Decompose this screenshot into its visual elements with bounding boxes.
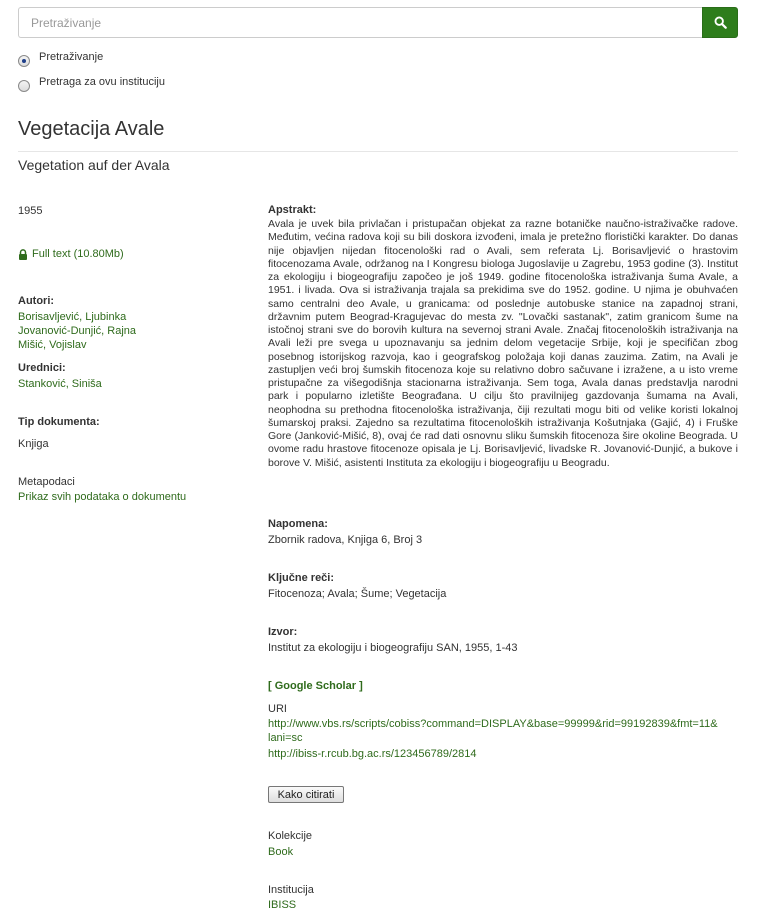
editors-heading: Urednici: (18, 362, 66, 374)
search-icon (714, 16, 727, 29)
uri-link-text: lani=sc (268, 732, 303, 744)
metadata-heading: Metapodaci (18, 476, 75, 488)
uri-link-handle[interactable]: http://ibiss-r.rcub.bg.ac.rs/123456789/2814 (268, 748, 477, 760)
cite-button[interactable]: Kako citirati (268, 786, 344, 803)
abstract-heading: Apstrakt: (268, 204, 317, 216)
fulltext-label: Full text (10.80Mb) (32, 248, 124, 260)
search-button[interactable] (702, 7, 738, 38)
uri-link-cobiss[interactable] (268, 717, 738, 745)
uri-heading: URI (268, 703, 287, 715)
fulltext-link[interactable] (18, 247, 124, 261)
keywords-value: Fitocenoza; Avala; Šume; Vegetacija (268, 588, 447, 600)
page-subtitle: Vegetation auf der Avala (18, 157, 170, 173)
authors-heading: Autori: (18, 295, 55, 307)
note-value: Zbornik radova, Knjiga 6, Broj 3 (268, 534, 423, 546)
note-heading: Napomena: (268, 518, 328, 530)
institution-heading: Institucija (268, 884, 314, 896)
author-link[interactable]: Borisavljević, Ljubinka (18, 311, 127, 323)
search-bar (18, 7, 738, 38)
editor-link[interactable]: Stanković, Siniša (18, 378, 102, 390)
divider (18, 151, 738, 152)
keywords-heading: Ključne reči: (268, 572, 335, 584)
radio-button[interactable] (18, 80, 30, 92)
uri-link-text: http://www.vbs.rs/scripts/cobiss?command=DISPLAY&base=99999&rid=99192839&fmt=11& (268, 718, 718, 730)
radio-label: Pretraživanje (39, 51, 104, 63)
search-scope-institution[interactable] (18, 76, 165, 92)
collections-heading: Kolekcije (268, 830, 313, 842)
author-link[interactable]: Mišić, Vojislav (18, 339, 87, 351)
editors-list (18, 377, 102, 391)
source-heading: Izvor: (268, 626, 298, 638)
lock-icon (18, 249, 28, 260)
source-value: Institut za ekologiju i biogeografiju SAN, 1955, 1-43 (268, 642, 518, 654)
publication-year: 1955 (18, 205, 43, 217)
authors-list (18, 310, 136, 352)
search-scope-all[interactable] (18, 51, 103, 67)
google-scholar-link[interactable]: [ Google Scholar ] (268, 680, 363, 692)
doc-type-value: Knjiga (18, 438, 49, 450)
search-input[interactable] (18, 7, 702, 38)
metadata-link[interactable]: Prikaz svih podataka o dokumentu (18, 491, 187, 503)
page-title: Vegetacija Avale (18, 118, 165, 140)
author-link[interactable]: Jovanović-Dunjić, Rajna (18, 325, 136, 337)
radio-label: Pretraga za ovu instituciju (39, 76, 165, 88)
abstract-text: Avala je uvek bila privlačan i pristupačan objekat za razne botaničke naučno-istraživačke radove. Međutim, većina radova koji su bili doskora izvođeni, imala je pretežno floristički karakter. Do danas nije objavljen nijedan fitocenološki rad o Avali, sem referata Lj. Borisavljević o hrastovim fitocenozama Avale, održanog na I Kongresu biologa Jugoslavije u Zagrebu, 1953 godine (3). Institut za ekologiju i biogeografiju započeo je još 1949. godine fitocenološka istraživanja šuma Avale, a 1951. i livada. Ova si istraživanja trajala sa prekidima sve do 1952. godine. U njima je obuhvaćen samo centralni deo Avale, u granicama: od poslednje autobuske stanice na zapadnoj strani, državnim putem Beograd-Kragujevac do mesta zv. "Lovački sastanak", zatim granicom šume na istočnoj strani sve do borovih kultura na severnoj strani Avale. Značaj fitocenoloških istraživanja na Avali leži pre svega u upoznavanju sa jednim delom vegetacije Srbije, koji je specifičan zbog posebnog istorijskog razvoja, kao i geografskog položaja koji danas zauzima. Zatim, na Avali je zastupljen veći broj šumskih fitocenoza koje su relativno dobro sačuvane i izražene, a u isto vreme pristupačne za višegodišnja stacionarna istraživanja. Sem toga, Avala danas predstavlja narodni park i popularno izletište Beograđana. U cilju što pravilnijeg gazdovanja šumama na Avali, neophodna su prethodna fitocenološka istraživanja, čiji rezultati mogu biti od velike koristi lokalnoj šumarskoj praksi. Zajedno sa rezultatima fitocenoloških istraživanja Košutnjaka (Gajić, 4) i Fruške Gore (Janković-Mišić, 8), ovaj će rad dati osnovnu sliku šumskih fitocenoza šire okoline Beograda. U ovome radu hrastove fitocenoze opisala je Lj. Borisavljević, livadske R. Jovanović-Dunjić, a bukove i borove V. Mišić, asistenti Instituta za ekologiju i biogeografiju u Beogradu. (268, 218, 738, 469)
institution-link[interactable]: IBISS (268, 899, 297, 911)
doc-type-heading: Tip dokumenta: (18, 416, 100, 428)
radio-button[interactable] (18, 55, 30, 67)
collection-link[interactable]: Book (268, 846, 294, 858)
